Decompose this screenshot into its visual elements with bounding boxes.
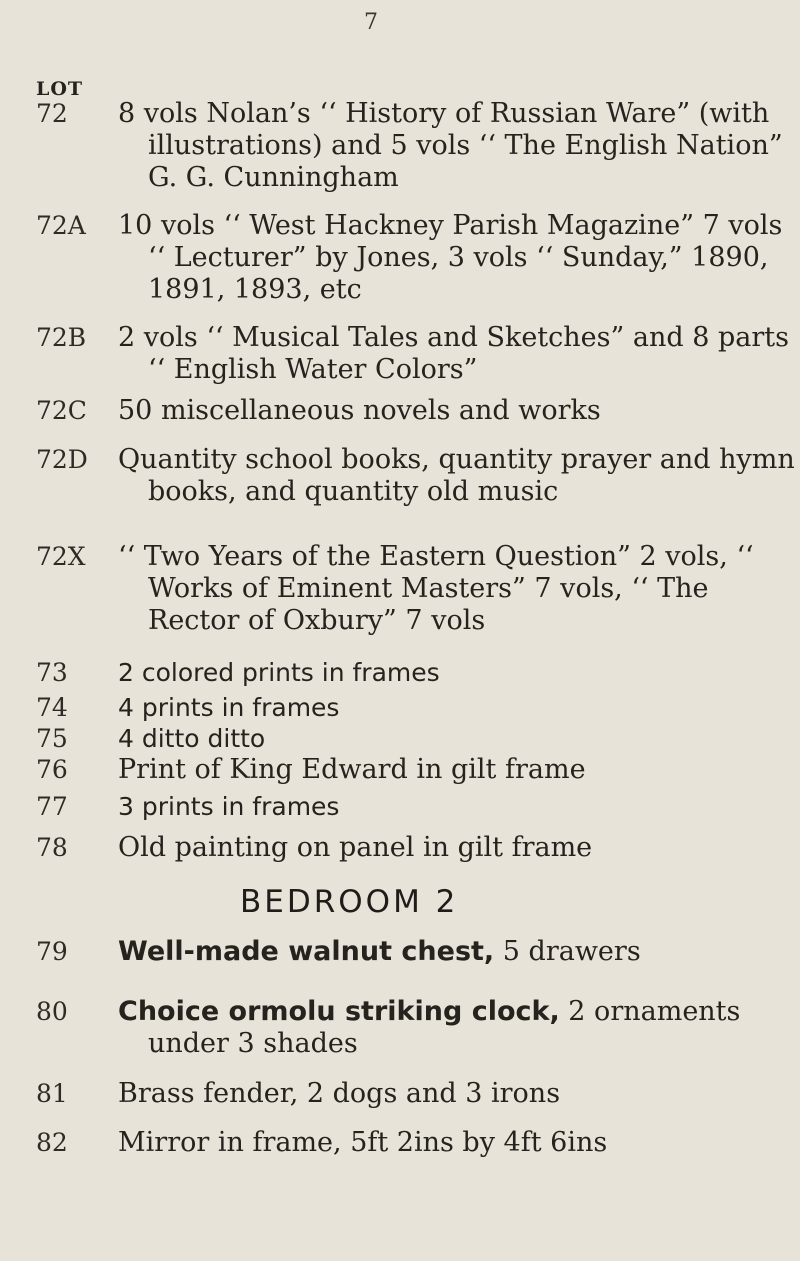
lot-description: [118, 1127, 800, 1159]
lot-number: 74: [36, 693, 68, 722]
lot-rest-text: Mirror in frame, 5ft 2ins by 4ft 6ins: [118, 1127, 608, 1158]
lot-description: 2 vols ‘‘ Musical Tales and Sketches” and 8 parts ‘‘ English Water Colors”: [118, 322, 789, 385]
lot-number: 78: [36, 833, 68, 862]
lot-description: [118, 936, 800, 968]
lot-description: Quantity school books, quantity prayer and hymn books, and quantity old music: [118, 444, 795, 507]
lot-number: 81: [36, 1079, 68, 1108]
lot-description: 50 miscellaneous novels and works: [118, 395, 601, 426]
lot-description: Old painting on panel in gilt frame: [118, 832, 593, 863]
lot-number: 76: [36, 755, 68, 784]
lot-number: 79: [36, 937, 68, 966]
lot-number: 82: [36, 1128, 68, 1157]
lot-lead-text: Choice ormolu striking clock,: [118, 996, 560, 1027]
lot-column-header: LOT: [36, 78, 84, 100]
lot-number: 72X: [36, 542, 86, 571]
lot-number: 72D: [36, 445, 88, 474]
lot-description: 10 vols ‘‘ West Hackney Parish Magazine” 7 vols ‘‘ Lecturer” by Jones, 3 vols ‘‘ Sunday,” 1890, 1891, 1893, etc: [118, 210, 783, 305]
lot-description: 2 colored prints in frames: [118, 658, 440, 687]
lot-description: ‘‘ Two Years of the Eastern Question” 2 vols, ‘‘ Works of Eminent Masters” 7 vols, ‘‘ The Rector of Oxbury” 7 vols: [118, 541, 754, 636]
lot-rest-text: Brass fender, 2 dogs and 3 irons: [118, 1078, 561, 1109]
lot-description: [118, 1078, 800, 1110]
lot-number: 73: [36, 658, 68, 687]
section-title: BEDROOM 2: [240, 884, 459, 920]
lot-number: 72B: [36, 323, 87, 352]
lot-number: 72A: [36, 211, 86, 240]
lot-description: 4 ditto ditto: [118, 724, 266, 753]
lot-description: 8 vols Nolan’s ‘‘ History of Russian Ware” (with illustrations) and 5 vols ‘‘ The English Nation” G. G. Cunningham: [118, 98, 783, 193]
page-number: 7: [364, 10, 378, 35]
lot-number: 72C: [36, 396, 87, 425]
lot-description: 4 prints in frames: [118, 693, 340, 722]
lot-rest-text: 2 ornaments under 3 shades: [148, 996, 741, 1059]
lot-number: 77: [36, 792, 68, 821]
lot-description: [118, 996, 800, 1060]
lot-number: 75: [36, 724, 68, 753]
lot-number: 80: [36, 997, 68, 1026]
lot-description: 3 prints in frames: [118, 792, 340, 821]
lot-description: Print of King Edward in gilt frame: [118, 754, 586, 785]
lot-lead-text: Well-made walnut chest,: [118, 936, 495, 967]
lot-number: 72: [36, 99, 68, 128]
lot-rest-text: 5 drawers: [494, 936, 641, 967]
